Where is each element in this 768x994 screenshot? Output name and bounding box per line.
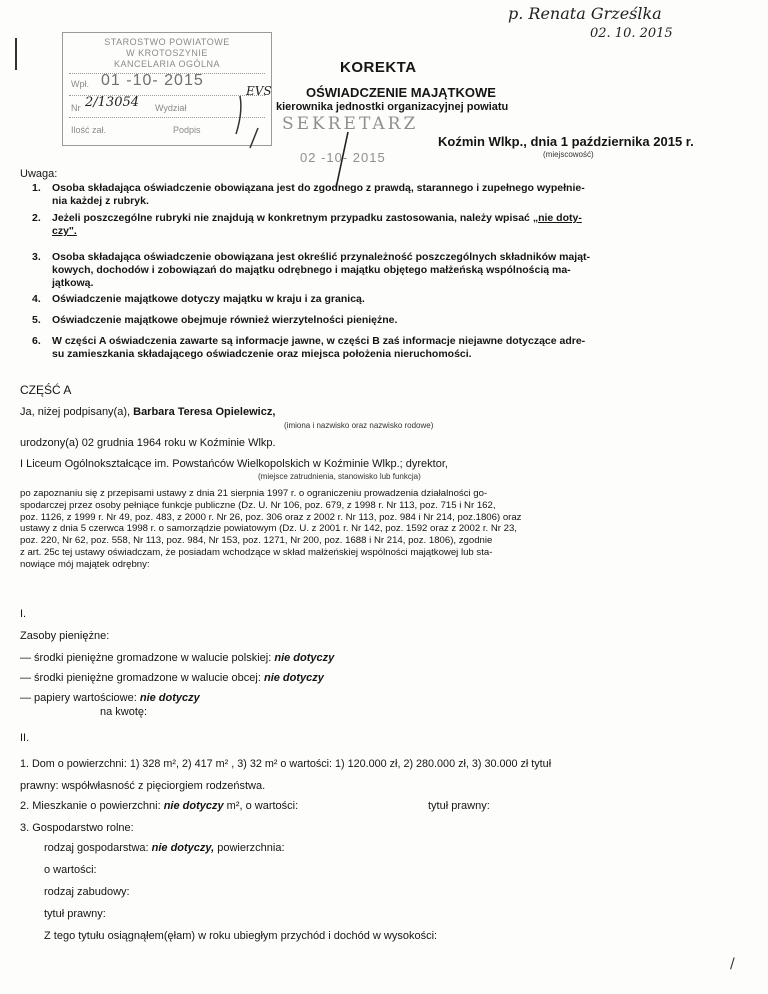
notes-label: Uwaga:	[20, 168, 58, 180]
farm-buildings-label: rodzaj zabudowy:	[44, 886, 130, 898]
house-line-1: 1. Dom o powierzchni: 1) 328 m², 2) 417 m² , 3) 32 m² o wartości: 1) 120.000 zł, 2) 280.000 zł, 3) 30.000 zł tytuł	[20, 758, 552, 770]
farm-label: 3. Gospodarstwo rolne:	[20, 822, 134, 834]
farm-income-line: Z tego tytułu osiągnąłem(ęłam) w roku ubiegłym przychód i dochód w wysokości:	[44, 930, 438, 942]
pln-funds-label: — środki pieniężne gromadzone w walucie polskiej:	[20, 652, 272, 664]
note-text-cont: czy".	[52, 225, 77, 237]
farm-title-label: tytuł prawny:	[44, 908, 106, 920]
flat-label: 2. Mieszkanie o powierzchni:	[20, 800, 161, 812]
farm-area-label: powierzchnia:	[217, 842, 285, 854]
note-number: 2.	[32, 212, 41, 224]
correction-title: KOREKTA	[340, 59, 417, 76]
handwritten-check: /	[730, 956, 735, 972]
stamp-line-1: STAROSTWO POWIATOWE	[104, 37, 230, 47]
securities-value: nie dotyczy	[139, 692, 200, 704]
pln-funds-value: nie dotyczy	[274, 652, 335, 664]
farm-type-value: nie dotyczy,	[151, 842, 215, 854]
workplace-line: I Liceum Ogólnokształcące im. Powstańców Wielkopolskich w Koźminie Wlkp.; dyrektor,	[20, 458, 448, 470]
secretary-stamp-date: 02 -10- 2015	[300, 150, 386, 165]
farm-value-label: o wartości:	[44, 864, 97, 876]
workplace-caption: (miejsce zatrudnienia, stanowisko lub funkcja)	[258, 472, 421, 481]
margin-mark	[15, 38, 17, 70]
stamp-line-2: W KROTOSZYNIE	[126, 48, 208, 58]
stamp-signature-label: Podpis	[173, 125, 201, 135]
declarant-name: Barbara Teresa Opielewicz,	[133, 406, 276, 418]
law-line: ustawy z dnia 5 czerwca 1998 r. o samorządzie powiatowym (Dz. U. z 2001 r. Nr 142, poz. 1592 oraz z 2002 r. Nr 23,	[20, 523, 517, 535]
handwritten-signature: p. Renata Grześlka	[508, 4, 662, 23]
note-number: 4.	[32, 293, 41, 305]
fx-funds-line	[20, 672, 324, 685]
stamp-wpl-label: Wpł.	[71, 79, 89, 89]
amount-label: na kwotę:	[100, 706, 148, 718]
part-a-heading: CZĘŚĆ A	[20, 383, 72, 397]
flat-title-label: tytuł prawny:	[428, 800, 490, 812]
fx-funds-value: nie dotyczy	[263, 672, 324, 684]
place-date: Koźmin Wlkp., dnia 1 października 2015 r.	[438, 134, 694, 149]
note-text: Jeżeli poszczególne rubryki nie znajdują w konkretnym przypadku zastosowania, należy wpisać	[52, 212, 530, 224]
section-1-number: I.	[20, 608, 27, 620]
stamp-received-date: 01 -10- 2015	[101, 72, 204, 89]
stamp-line-3: KANCELARIA OGÓLNA	[113, 59, 221, 69]
intro-prefix: Ja, niżej podpisany(a),	[20, 406, 131, 418]
flat-value: nie dotyczy	[163, 800, 224, 812]
handwritten-initials: EVS	[246, 84, 272, 98]
note-text: Osoba składająca oświadczenie obowiązana jest do zgodnego z prawdą, starannego i zupełnego wypełnie-	[52, 182, 585, 194]
law-line: poz. 220, Nr 62, poz. 558, Nr 113, poz. 984, Nr 153, poz. 1271, Nr 200, poz. 1688 i Nr 214, poz. 1806), zgodnie	[20, 535, 493, 547]
legal-basis-paragraph	[20, 488, 742, 571]
declaration-subtitle: kierownika jednostki organizacyjnej powiatu	[276, 101, 509, 113]
section-1-heading: Zasoby pieniężne:	[20, 630, 110, 642]
note-text-cont: nia każdej z rubryk.	[52, 195, 149, 207]
farm-type-line	[44, 842, 285, 855]
law-line: po zapoznaniu się z przepisami ustawy z dnia 21 sierpnia 1997 r. o ograniczeniu prowadzenia działalności go-	[20, 488, 488, 499]
note-number: 5.	[32, 314, 41, 326]
note-text: W części A oświadczenia zawarte są informacje jawne, w części B zaś informacje niejawne dotyczące adre-	[52, 335, 586, 347]
note-number: 1.	[32, 182, 41, 194]
flat-line	[20, 800, 740, 813]
note-text: Oświadczenie majątkowe obejmuje również wierzytelności pieniężne.	[52, 314, 398, 326]
declarant-line	[20, 406, 275, 419]
flat-suffix: m², o wartości:	[226, 800, 299, 812]
note-text: Osoba składająca oświadczenie obowiązana jest określić przynależność poszczególnych składników mająt-	[52, 251, 591, 263]
stamp-attachments-label: Ilość zał.	[71, 125, 107, 135]
farm-type-label: rodzaj gospodarstwa:	[44, 842, 149, 854]
note-text-cont: su zamieszkania składającego oświadczenie oraz miejsca położenia nieruchomości.	[52, 348, 472, 360]
note-text: Oświadczenie majątkowe dotyczy majątku w kraju i za granicą.	[52, 293, 365, 305]
house-line-2: prawny: współwłasność z pięciorgiem rodzeństwa.	[20, 780, 266, 792]
note-emphasis: „nie doty-	[532, 212, 582, 224]
note-text-cont: kowych, dochodów i zobowiązań do majątku odrębnego i majątku objętego małżeńską wspólnością ma-	[52, 264, 571, 276]
note-text-cont: jątkową.	[52, 277, 94, 289]
stamp-nr-value: 2/13054	[85, 95, 140, 110]
law-line: z art. 25c tej ustawy oświadczam, że posiadam wchodzące w skład małżeńskiej wspólności majątkowej lub sta-	[20, 546, 493, 558]
securities-label: — papiery wartościowe:	[20, 692, 137, 704]
law-line: poz. 1126, z 1999 r. Nr 49, poz. 483, z 2000 r. Nr 26, poz. 306 oraz z 2002 r. Nr 113, poz. 984 i Nr 214, poz.1806) oraz	[20, 511, 522, 523]
securities-line	[20, 692, 200, 705]
law-line: nowiące mój majątek odrębny:	[20, 558, 150, 570]
note-number: 3.	[32, 251, 41, 263]
law-line: spodarczej przez osoby pełniące funkcje publiczne (Dz. U. Nr 106, poz. 679, z 1998 r. Nr 113, poz. 715 i Nr 162,	[20, 499, 496, 511]
secretary-stamp: SEKRETARZ	[282, 114, 419, 134]
declaration-title: OŚWIADCZENIE MAJĄTKOWE	[306, 85, 496, 100]
pln-funds-line	[20, 652, 334, 665]
place-caption: (miejscowość)	[543, 150, 594, 159]
handwritten-date: 02. 10. 2015	[590, 26, 673, 41]
stamp-wydzial-label: Wydział	[155, 103, 187, 113]
birth-line: urodzony(a) 02 grudnia 1964 roku w Koźminie Wlkp.	[20, 437, 276, 449]
fx-funds-label: — środki pieniężne gromadzone w walucie obcej:	[20, 672, 261, 684]
section-2-number: II.	[20, 732, 30, 744]
note-number: 6.	[32, 335, 41, 347]
name-caption: (imiona i nazwisko oraz nazwisko rodowe)	[284, 421, 434, 430]
stamp-nr-label: Nr	[71, 103, 81, 113]
